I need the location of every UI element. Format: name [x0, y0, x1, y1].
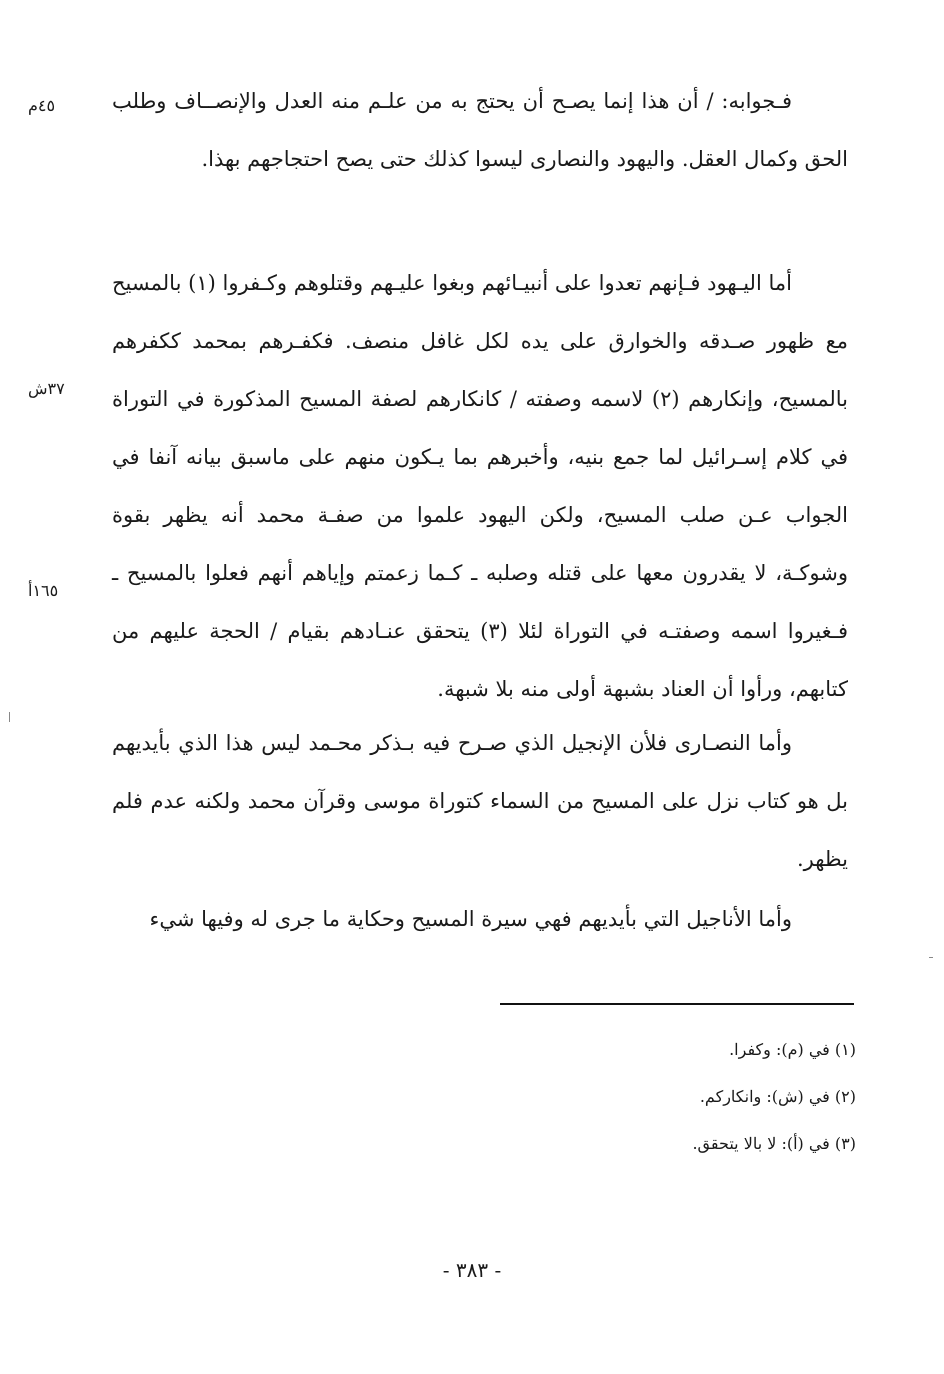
paragraph-text: فـجوابه: / أن هذا إنما يصـح أن يحتج به من علـم منه العدل والإنصــاف وطلب الحق وكمال العقل. واليهود والنصارى ليسوا كذلك حتى يصح احتجاجهم بهذا. — [112, 89, 848, 171]
footnote-2: (٢) في (ش): وانكاركم. — [699, 1087, 856, 1106]
paragraph-text: أما اليـهود فـإنهم تعدوا على أنبيـائهم وبغوا عليـهم وقتلوهم وكـفروا (١) بالمسيح مع ظهور صـدقه والخوارق على يده لكل غافل منصف. فكفـرهم بمحمد ككفرهم بالمسيح، وإنكارهم (٢) لاسمه وصفته / كانكارهم لصفة المسيح المذكورة في التوراة في كلام إسـرائيل لما جمع بنيه، وأخبرهم بما يـكون منهم على ماسبق بيانه آنفا في الجواب عـن صلب المسيح، ولكن اليهود علموا من صفـة محمد أنه يظهر بقوة وشوكـة، لا يقدرون معها على قتله وصلبه ـ كـما زعمتم وإياهم أنهم فعلوا بالمسيح ـ فـغيروا اسمه وصفتـه في التوراة لئلا (٣) يتحقق عنـادهم بقيام / الحجة عليهم من كتابهم، ورأوا أن العناد بشبهة أولى منه بلا شبهة. — [112, 271, 849, 701]
margin-note-folio-165a: ١٦٥أ — [28, 581, 59, 600]
footnote-1: (١) في (م): وكفرا. — [729, 1040, 856, 1059]
footnote-3: (٣) في (أ): لا بالا يتحقق. — [692, 1134, 856, 1153]
margin-note-folio-37s: ٣٧ش — [28, 379, 65, 398]
paragraph-text: وأما الأناجيل التي بأيديهم فهي سيرة المسيح وحكاية ما جرى له وفيها شيء — [149, 907, 792, 931]
body-paragraph-2 — [112, 254, 848, 718]
page-number: - ٣٨٣ - — [442, 1258, 502, 1282]
footnote-separator-line — [500, 1003, 854, 1005]
body-paragraph-3 — [112, 714, 848, 888]
body-paragraph-1 — [112, 72, 848, 188]
paragraph-text: وأما النصـارى فلأن الإنجيل الذي صـرح فيه بـذكر محـمد ليس هذا الذي بأيديهم بل هو كتاب نزل على المسيح من السماء كتوراة موسى وقرآن محمد ولكنه عدم فلم يظهر. — [112, 731, 848, 871]
body-paragraph-4 — [112, 890, 848, 948]
footnotes-section — [500, 1036, 856, 1177]
scan-speck — [929, 957, 933, 958]
scan-speck — [9, 712, 10, 722]
margin-note-folio-45m: ٤٥م — [28, 96, 56, 115]
